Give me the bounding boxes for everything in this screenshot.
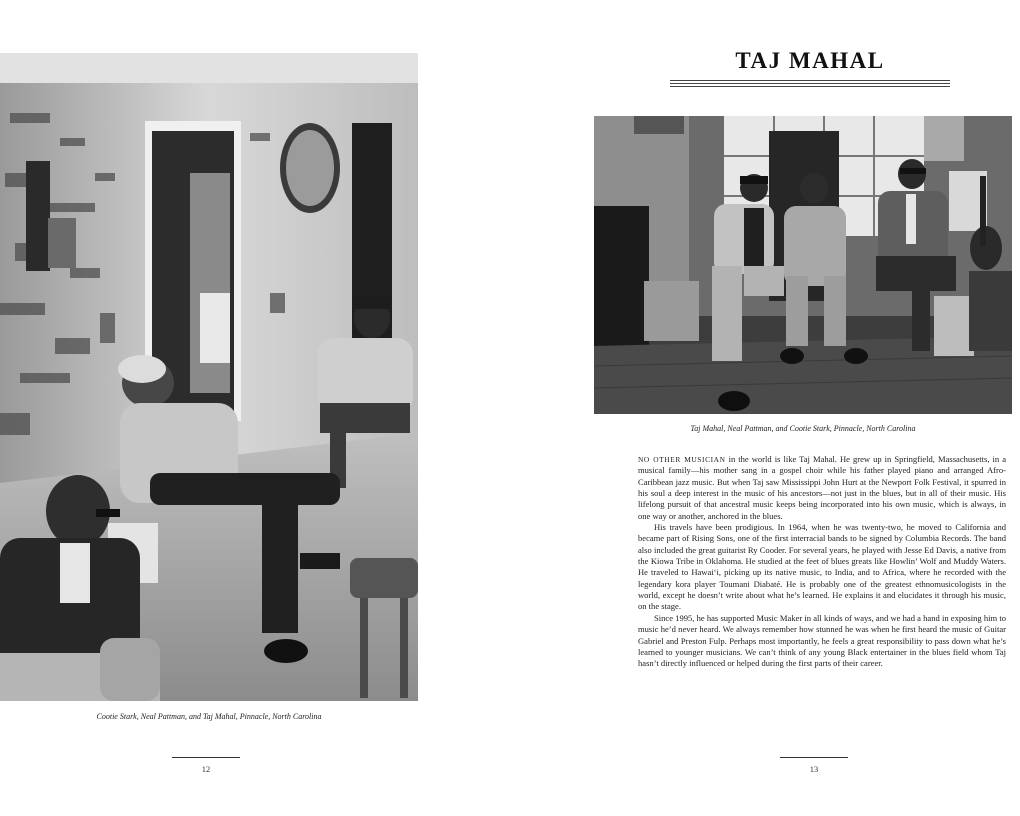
porch-photo-graphic (0, 53, 418, 701)
photo-caption: Cootie Stark, Neal Pattman, and Taj Mahal, Pinnacle, North Carolina (96, 712, 322, 721)
lead-in: NO OTHER MUSICIAN (638, 455, 726, 464)
photo-caption: Taj Mahal, Neal Pattman, and Cootie Stark, Pinnacle, North Carolina (690, 424, 916, 433)
seated-photo-graphic (594, 116, 1012, 414)
folio-rule (172, 757, 240, 758)
page-number: 12 (201, 764, 211, 774)
photo-three-men-seated (594, 116, 1012, 414)
paragraph-1 (638, 454, 1006, 522)
page-number: 13 (809, 764, 819, 774)
folio-rule (780, 757, 848, 758)
title-ornament-rules (670, 80, 950, 89)
right-page (510, 0, 1020, 816)
photo-three-men-porch (0, 53, 418, 701)
paragraph-text: Since 1995, he has supported Music Maker in all kinds of ways, and we had a hand in exposing him to music he’d never heard. We always remember how stunned he was when he first heard the music of Guitar Gabriel and Preston Fulp. Perhaps most importantly, he feels a great responsibility to pass down what he’s learned to younger musicians. We can’t think of any young Black entertainer in the blues field whom Taj hasn’t directly influenced or helped during the first parts of their career. (638, 612, 1006, 669)
paragraph-2 (638, 522, 1006, 613)
chapter-title: TAJ MAHAL (735, 48, 885, 73)
article-body (638, 454, 1006, 670)
paragraph-3 (638, 613, 1006, 670)
paragraph-text: in the world is like Taj Mahal. He grew up in Springfield, Massachusetts, in a musical family—his mother sang in a gospel choir while his father played piano and arranged Afro-Caribbean jazz music. But when Taj saw Mississippi John Hurt at the Newport Folk Festival, it spurred in his soul a deep interest in the music of his ancestors—not just in the blues, but in all of their music. His lifelong pursuit of that ancestral music keeps being incorporated into his own music, which is always, in one way or another, anchored in the blues. (638, 454, 1007, 521)
paragraph-text: His travels have been prodigious. In 1964, when he was twenty-two, he moved to California and became part of Rising Sons, one of the first interracial bands to be signed by Columbia Records. The band also included the great guitarist Ry Cooder. For several years, he played with Jesse Ed Davis, a native from the Kiowa Tribe in Oklahoma. He studied at the feet of blues greats like Howlin’ Wolf and Muddy Waters. He traveled to Hawai‘i, picking up its native music, to India, and to Africa, where he recorded with the legendary kora player Toumani Diabaté. He is probably one of the greatest ethnomusicologists in the world, except he doesn’t write about what he’s learned. He explains it and elucidates it through his music, on the stage. (638, 522, 1006, 612)
